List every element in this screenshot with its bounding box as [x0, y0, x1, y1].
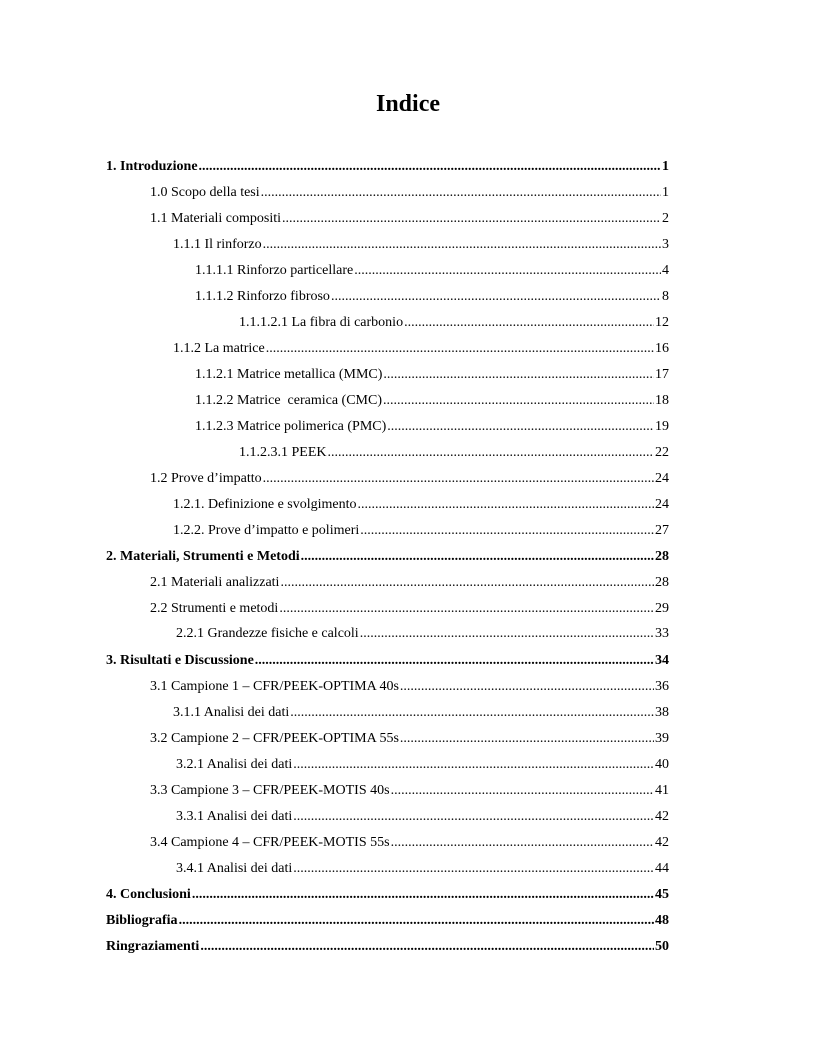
toc-entry-label: Ringraziamenti: [106, 939, 200, 954]
toc-entry-page: 28: [655, 575, 669, 590]
toc-entry-page: 2: [662, 211, 669, 226]
toc-entry-analisi-dei-dati-2[interactable]: [176, 755, 669, 775]
toc-entry-bibliografia[interactable]: [106, 911, 669, 931]
toc-entry-prove-d-impatto[interactable]: [150, 469, 669, 489]
toc-entry-matrice-ceramica[interactable]: [195, 391, 669, 411]
toc-leader-dots: [293, 859, 654, 879]
toc-entry-page: 42: [655, 835, 669, 850]
toc-entry-label: 3.4.1 Analisi dei dati: [176, 861, 293, 876]
toc-entry-definizione-e-svolgimento[interactable]: [173, 495, 669, 515]
toc-entry-label: 1.2 Prove d’impatto: [150, 471, 262, 486]
toc-leader-dots: [261, 183, 661, 203]
toc-leader-dots: [387, 417, 654, 437]
toc-entry-page: 40: [655, 757, 669, 772]
toc-entry-risultati-e-discussione[interactable]: [106, 651, 669, 671]
toc-leader-dots: [383, 365, 654, 385]
toc-entry-label: 2.2.1 Grandezze fisiche e calcoli: [176, 626, 359, 641]
toc-entry-page: 24: [655, 471, 669, 486]
toc-entry-page: 8: [662, 289, 669, 304]
toc-entry-la-matrice[interactable]: [173, 339, 669, 359]
toc-entry-campione-3[interactable]: [150, 781, 669, 801]
toc-entry-matrice-polimerica[interactable]: [195, 417, 669, 437]
toc-entry-page: 1: [662, 185, 669, 200]
toc-leader-dots: [255, 651, 654, 671]
toc-entry-label: 1.2.2. Prove d’impatto e polimeri: [173, 523, 360, 538]
toc-entry-materiali-analizzati[interactable]: [150, 573, 669, 593]
toc-leader-dots: [400, 729, 654, 749]
toc-leader-dots: [290, 703, 654, 723]
toc-leader-dots: [280, 573, 654, 593]
toc-entry-page: 45: [655, 887, 669, 902]
toc-leader-dots: [263, 469, 654, 489]
toc-leader-dots: [358, 495, 654, 515]
toc-leader-dots: [391, 781, 654, 801]
toc-entry-label: 1. Introduzione: [106, 159, 198, 174]
toc-entry-label: 1.0 Scopo della tesi: [150, 185, 260, 200]
toc-entry-label: 3.1.1 Analisi dei dati: [173, 705, 290, 720]
toc-entry-rinforzo-fibroso[interactable]: [195, 287, 669, 307]
toc-leader-dots: [360, 521, 654, 541]
toc-entry-grandezze-fisiche-e-calcoli[interactable]: [176, 624, 669, 644]
toc-leader-dots: [263, 235, 661, 255]
toc-entry-page: 42: [655, 809, 669, 824]
toc-entry-page: 41: [655, 783, 669, 798]
toc-entry-label: 3.2 Campione 2 – CFR/PEEK-OPTIMA 55s: [150, 731, 399, 746]
toc-entry-page: 16: [655, 341, 669, 356]
toc-leader-dots: [199, 157, 661, 177]
toc-leader-dots: [192, 885, 654, 905]
toc-leader-dots: [301, 547, 654, 567]
toc-entry-page: 17: [655, 367, 669, 382]
toc-entry-rinforzo-particellare[interactable]: [195, 261, 669, 281]
toc-entry-label: 1.1.2 La matrice: [173, 341, 265, 356]
toc-entry-ringraziamenti[interactable]: [106, 937, 669, 957]
toc-entry-label: 1.1.1.2 Rinforzo fibroso: [195, 289, 330, 304]
toc-entry-label: 1.1.2.3 Matrice polimerica (PMC): [195, 419, 387, 434]
toc-entry-introduzione[interactable]: [106, 157, 669, 177]
toc-leader-dots: [400, 677, 654, 697]
toc-entry-page: 12: [655, 315, 669, 330]
toc-entry-label: 3.3.1 Analisi dei dati: [176, 809, 293, 824]
toc-entry-label: 2.1 Materiali analizzati: [150, 575, 280, 590]
toc-entry-label: 1.1.2.2 Matrice ceramica (CMC): [195, 393, 382, 408]
toc-entry-page: 50: [655, 939, 669, 954]
toc-leader-dots: [404, 313, 654, 333]
toc-leader-dots: [328, 443, 655, 463]
toc-entry-peek[interactable]: [239, 443, 669, 463]
toc-entry-label: Bibliografia: [106, 913, 178, 928]
toc-entry-label: 4. Conclusioni: [106, 887, 191, 902]
toc-entry-label: 3.3 Campione 3 – CFR/PEEK-MOTIS 40s: [150, 783, 390, 798]
toc-entry-page: 1: [662, 159, 669, 174]
toc-entry-strumenti-e-metodi[interactable]: [150, 599, 669, 619]
toc-leader-dots: [200, 937, 654, 957]
toc-entry-label: 3.1 Campione 1 – CFR/PEEK-OPTIMA 40s: [150, 679, 399, 694]
toc-leader-dots: [383, 391, 654, 411]
toc-entry-label: 1.1.2.3.1 PEEK: [239, 445, 327, 460]
toc-entry-label: 2.2 Strumenti e metodi: [150, 601, 279, 616]
toc-entry-campione-4[interactable]: [150, 833, 669, 853]
toc-leader-dots: [331, 287, 661, 307]
toc-entry-fibra-di-carbonio[interactable]: [239, 313, 669, 333]
toc-leader-dots: [293, 755, 654, 775]
toc-leader-dots: [282, 209, 661, 229]
toc-entry-page: 3: [662, 237, 669, 252]
toc-leader-dots: [354, 261, 661, 281]
toc-entry-il-rinforzo[interactable]: [173, 235, 669, 255]
toc-entry-page: 4: [662, 263, 669, 278]
toc-entry-campione-2[interactable]: [150, 729, 669, 749]
toc-entry-label: 1.1.1 Il rinforzo: [173, 237, 262, 252]
toc-entry-page: 29: [655, 601, 669, 616]
toc-leader-dots: [179, 911, 654, 931]
toc-entry-materiali-strumenti-e-metodi[interactable]: [106, 547, 669, 567]
toc-entry-page: 24: [655, 497, 669, 512]
toc-entry-page: 48: [655, 913, 669, 928]
toc-entry-matrice-metallica[interactable]: [195, 365, 669, 385]
toc-entry-scopo-della-tesi[interactable]: [150, 183, 669, 203]
toc-leader-dots: [279, 599, 654, 619]
toc-entry-page: 38: [655, 705, 669, 720]
toc-entry-page: 39: [655, 731, 669, 746]
toc-entry-page: 18: [655, 393, 669, 408]
toc-entry-page: 44: [655, 861, 669, 876]
toc-entry-label: 1.1 Materiali compositi: [150, 211, 282, 226]
toc-entry-label: 3. Risultati e Discussione: [106, 653, 254, 668]
toc-entry-label: 1.1.2.1 Matrice metallica (MMC): [195, 367, 383, 382]
toc-entry-page: 22: [655, 445, 669, 460]
toc-leader-dots: [293, 807, 654, 827]
toc-entry-label: 1.2.1. Definizione e svolgimento: [173, 497, 357, 512]
toc-leader-dots: [391, 833, 654, 853]
toc-entry-page: 36: [655, 679, 669, 694]
toc-leader-dots: [266, 339, 654, 359]
toc-entry-page: 34: [655, 653, 669, 668]
toc-entry-analisi-dei-dati-1[interactable]: [173, 703, 669, 723]
toc-entry-analisi-dei-dati-3[interactable]: [176, 807, 669, 827]
toc-entry-page: 27: [655, 523, 669, 538]
toc-entry-page: 19: [655, 419, 669, 434]
toc-entry-materiali-compositi[interactable]: [150, 209, 669, 229]
toc-entry-label: 3.2.1 Analisi dei dati: [176, 757, 293, 772]
toc-entry-conclusioni[interactable]: [106, 885, 669, 905]
toc-entry-campione-1[interactable]: [150, 677, 669, 697]
toc-entry-page: 28: [655, 549, 669, 564]
toc-entry-analisi-dei-dati-4[interactable]: [176, 859, 669, 879]
toc-entry-label: 1.1.1.1 Rinforzo particellare: [195, 263, 354, 278]
toc-entry-label: 3.4 Campione 4 – CFR/PEEK-MOTIS 55s: [150, 835, 390, 850]
page-title: Indice: [375, 91, 440, 117]
toc-leader-dots: [360, 624, 654, 644]
toc-entry-label: 2. Materiali, Strumenti e Metodi: [106, 549, 300, 564]
toc-entry-prove-d-impatto-e-polimeri[interactable]: [173, 521, 669, 541]
toc-entry-label: 1.1.1.2.1 La fibra di carbonio: [239, 315, 404, 330]
toc-entry-page: 33: [655, 626, 669, 641]
